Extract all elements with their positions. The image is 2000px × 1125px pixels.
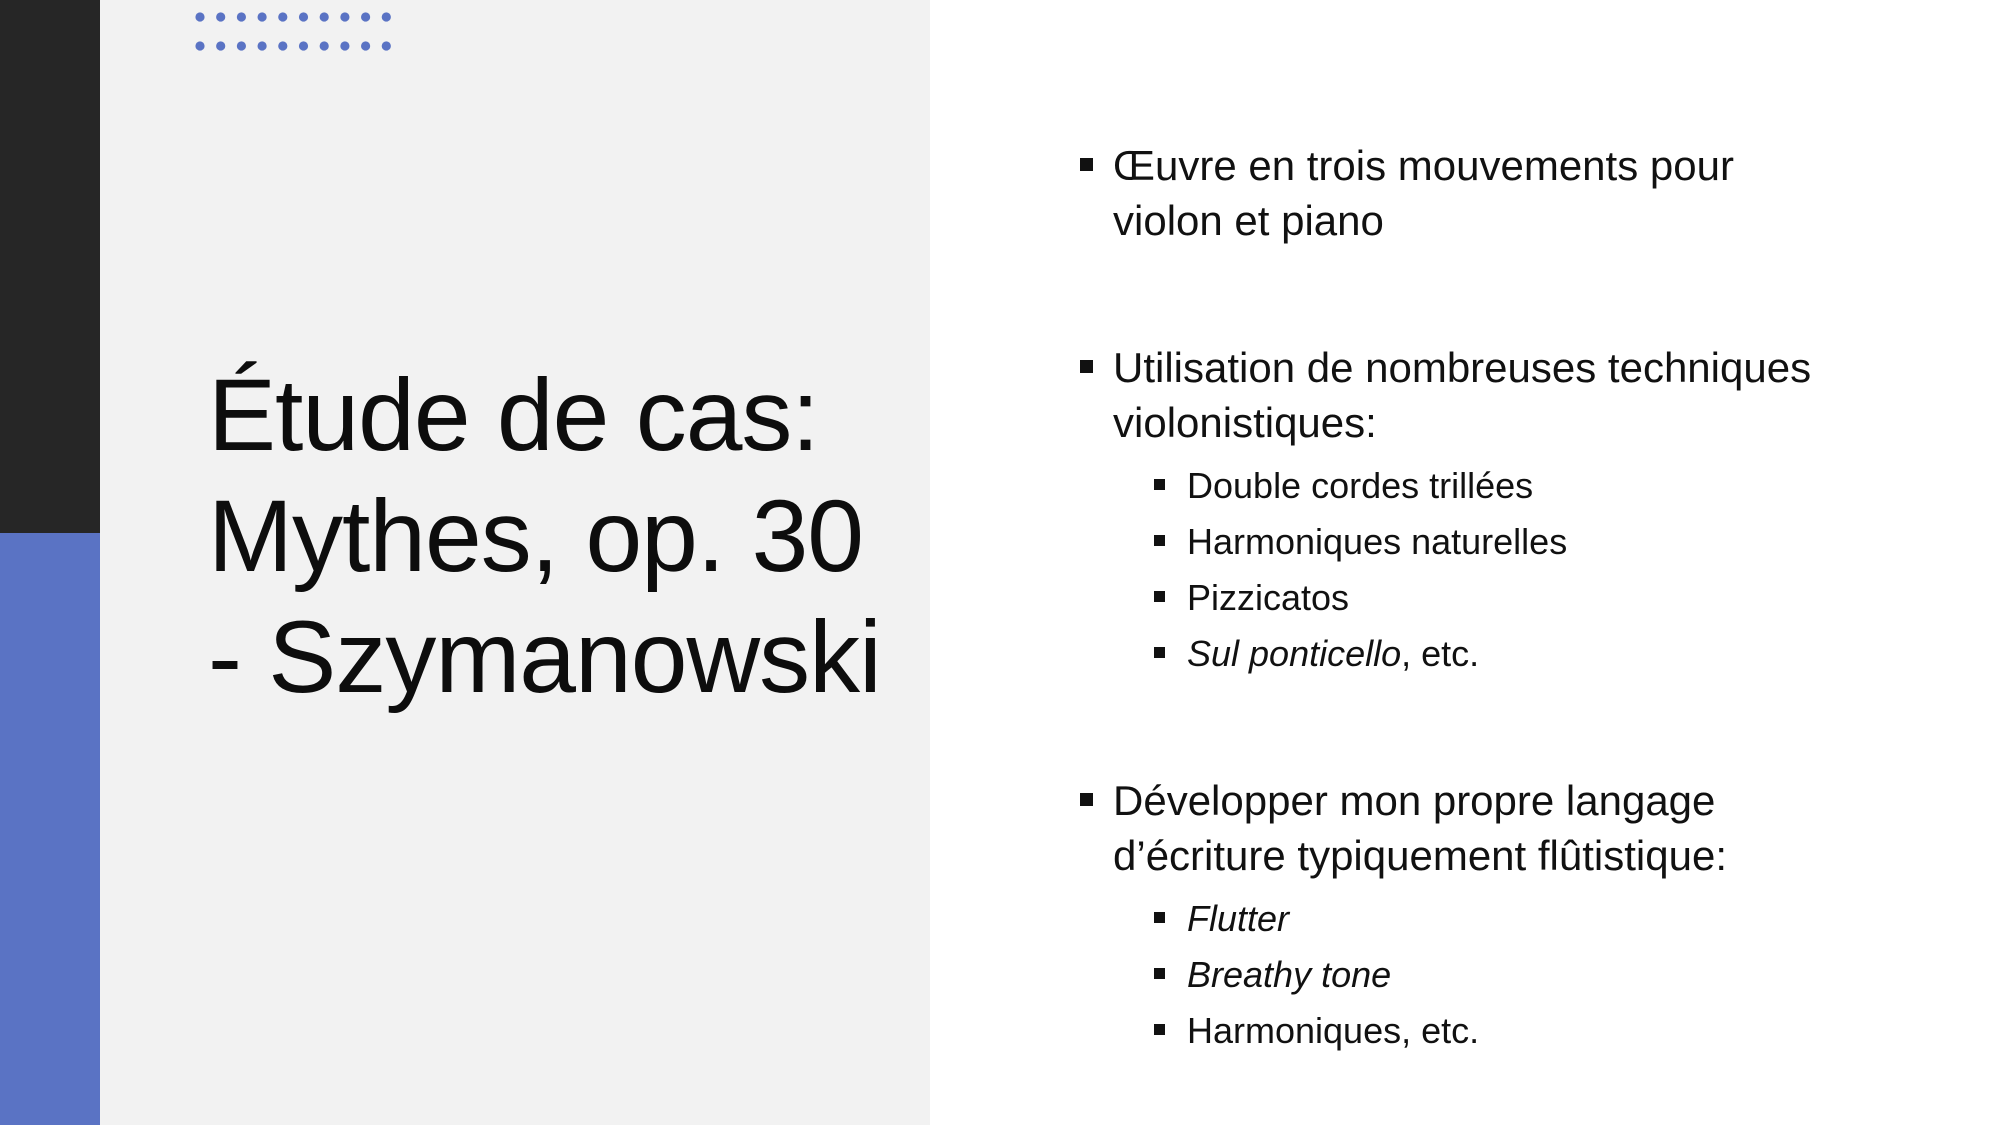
sub-bullet-text: Double cordes trillées <box>1187 465 1534 506</box>
decor-dot <box>382 12 391 21</box>
decor-dot <box>258 12 267 21</box>
decor-dot <box>258 41 267 50</box>
square-bullet-icon <box>1080 360 1093 373</box>
decor-dot <box>361 41 370 50</box>
sub-bullet-text: , etc. <box>1401 633 1480 674</box>
decor-dot <box>237 12 246 21</box>
bullet-text-line: violonistiques: <box>1113 399 1377 446</box>
square-bullet-icon <box>1154 591 1165 602</box>
sub-bullet-text: Pizzicatos <box>1187 577 1350 618</box>
decor-dot <box>320 12 329 21</box>
sub-bullet-item <box>1078 514 1958 570</box>
square-bullet-icon <box>1080 793 1093 806</box>
sub-bullet-item <box>1078 570 1958 626</box>
title-line-1: Étude de cas: <box>208 358 819 472</box>
bullet-list <box>1078 138 1958 1059</box>
sub-bullet-item <box>1078 626 1958 682</box>
title-line-2: Mythes, op. 30 <box>208 479 864 593</box>
decor-dot <box>278 12 287 21</box>
decor-dot <box>320 41 329 50</box>
title-line-3: - Szymanowski <box>208 600 881 714</box>
blue-accent-bar <box>0 533 100 1125</box>
sub-bullet-text: Harmoniques naturelles <box>1187 521 1568 562</box>
dot-grid-decoration <box>195 11 395 55</box>
square-bullet-icon <box>1154 647 1165 658</box>
decor-dot <box>340 12 349 21</box>
square-bullet-icon <box>1154 535 1165 546</box>
decor-dot <box>382 41 391 50</box>
bullet-text-line: Utilisation de nombreuses techniques <box>1113 344 1812 391</box>
sub-bullet-item <box>1078 458 1958 514</box>
decor-dot <box>278 41 287 50</box>
square-bullet-icon <box>1154 912 1165 923</box>
square-bullet-icon <box>1080 158 1093 171</box>
bullet-text-line: Développer mon propre langage <box>1113 777 1716 824</box>
decor-dot <box>299 41 308 50</box>
bullet-text-line: Œuvre en trois mouvements pour <box>1113 142 1734 189</box>
sub-bullet-italic-text: Sul ponticello <box>1187 633 1402 674</box>
sub-bullet-text: Harmoniques, etc. <box>1187 1010 1480 1051</box>
sub-bullet-item <box>1078 891 1958 947</box>
decor-dot <box>216 41 225 50</box>
decor-dot <box>195 41 204 50</box>
bullet-text-line: d’écriture typiquement flûtistique: <box>1113 832 1727 879</box>
bullet-item-2 <box>1078 340 1958 450</box>
dark-accent-bar <box>0 0 100 533</box>
square-bullet-icon <box>1154 968 1165 979</box>
bullet-item-3 <box>1078 773 1958 883</box>
bullet-text-line: violon et piano <box>1113 197 1384 244</box>
decor-dot <box>361 12 370 21</box>
sub-bullet-italic-text: Flutter <box>1187 898 1290 939</box>
decor-dot <box>340 41 349 50</box>
decor-dot <box>195 12 204 21</box>
decor-dot <box>216 12 225 21</box>
bullet-item-1 <box>1078 138 1958 248</box>
decor-dot <box>237 41 246 50</box>
square-bullet-icon <box>1154 479 1165 490</box>
sub-bullet-item <box>1078 947 1958 1003</box>
slide-title <box>208 355 908 718</box>
sub-bullet-italic-text: Breathy tone <box>1187 954 1392 995</box>
decor-dot <box>299 12 308 21</box>
square-bullet-icon <box>1154 1024 1165 1035</box>
sub-bullet-item <box>1078 1003 1958 1059</box>
